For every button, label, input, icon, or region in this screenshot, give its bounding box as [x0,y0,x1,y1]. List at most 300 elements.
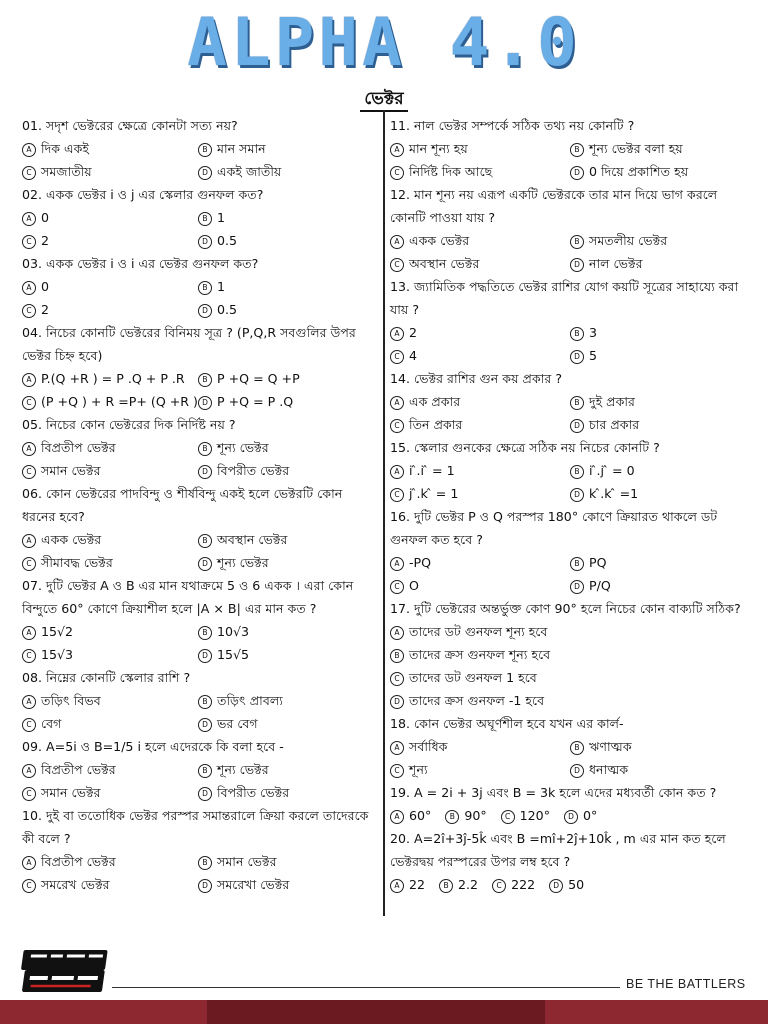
column-divider [383,110,385,916]
option-text: P/Q [589,578,611,593]
question-text: 20. A=2î+3ĵ-5k̂ এবং B =mî+2ĵ+10k̂ , m এর মান কত হলে ভেক্টরদ্বয় পরস্পরের উপর লম্ব হবে ? [390,831,726,869]
answer-option[interactable] [390,160,570,183]
option-text: তাদের ডট গুনফল শূন্য হবে [409,624,548,639]
question-text: 04. নিচের কোনটি ভেক্টরের বিনিময় সূত্র ? (P,Q,R সবগুলির উপর ভেক্টর চিহ্ন হবে) [22,325,356,363]
question-block [390,505,750,597]
answer-option[interactable] [22,850,198,873]
option-text: 3 [589,325,598,340]
option-letter-icon: D [198,304,212,318]
option-letter-icon: C [492,879,506,893]
question-text: 13. জ্যামিতিক পদ্ধতিতে ভেক্টর রাশির যোগ কয়টি সূত্রের সাহায্যে করা যায় ? [390,279,739,317]
option-letter-icon: B [198,373,212,387]
option-text: 60° [409,808,432,823]
option-letter-icon: A [22,212,36,226]
option-text: 1 [217,279,226,294]
answer-option[interactable] [22,781,198,804]
option-letter-icon: B [570,327,584,341]
answer-option[interactable] [390,620,750,643]
option-letter-icon: C [22,557,36,571]
option-text: 222 [511,877,536,892]
answer-option[interactable] [570,413,750,436]
footer-bar-left [0,1000,207,1024]
answer-option[interactable] [22,229,198,252]
answer-option[interactable] [501,804,550,827]
option-letter-icon: D [198,787,212,801]
option-letter-icon: A [22,534,36,548]
question-block [390,712,750,781]
option-text: অবস্থান ভেক্টর [409,256,480,271]
option-letter-icon: A [22,856,36,870]
answer-option[interactable] [570,344,750,367]
option-list [390,229,750,275]
option-text: তাদের ডট গুনফল 1 হবে [409,670,537,685]
option-text: মান সমান [217,141,266,156]
answer-option[interactable] [390,689,750,712]
option-text: শূন্য ভেক্টর [217,555,269,570]
option-letter-icon: A [390,327,404,341]
answer-option[interactable] [22,436,198,459]
option-text: সমান ভেক্টর [41,785,101,800]
option-text: 15√2 [41,624,74,639]
answer-option[interactable] [439,873,478,896]
question-text: 02. একক ভেক্টর i ও j এর স্কেলার গুনফল কত? [22,187,264,202]
answer-option[interactable] [22,873,198,896]
answer-option[interactable] [198,643,374,666]
option-text: তাদের ক্রস গুনফল শূন্য হবে [409,647,551,662]
answer-option[interactable] [198,160,374,183]
option-letter-icon: A [390,741,404,755]
answer-option[interactable] [198,781,374,804]
option-text: 0.5 [217,302,238,317]
question-text: 08. নিম্নের কোনটি স্কেলার রাশি ? [22,670,191,685]
answer-option[interactable] [198,689,374,712]
option-letter-icon: B [570,465,584,479]
answer-option[interactable] [198,137,374,160]
question-text: 17. দুটি ভেক্টরের অন্তর্ভুক্ত কোণ 90° হলে নিচের কোন বাক্যটি সঠিক? [390,601,741,616]
option-text: (P +Q ) + R =P+ (Q +R ) [41,394,198,409]
option-text: শূন্য ভেক্টর বলা হয় [589,141,683,156]
batlers-of-biology-logo [18,948,114,994]
option-letter-icon: D [198,235,212,249]
question-text: 12. মান শূন্য নয় এরূপ একটি ভেক্টরকে তার মান দিয়ে ভাগ করলে কোনটি পাওয়া যায় ? [390,187,718,225]
answer-option[interactable] [570,758,750,781]
option-letter-icon: A [390,557,404,571]
option-text: বিপরীত ভেক্টর [217,463,290,478]
option-letter-icon: D [570,488,584,502]
answer-option[interactable] [564,804,597,827]
question-block [22,666,374,735]
option-text: মান শূন্য হয় [409,141,468,156]
question-block [22,804,374,896]
option-letter-icon: A [22,442,36,456]
option-letter-icon: C [22,304,36,318]
answer-option[interactable] [390,459,570,482]
answer-option[interactable] [549,873,584,896]
option-letter-icon: C [22,787,36,801]
option-text: P.(Q +R ) = P .Q + P .R [41,371,185,386]
answer-option[interactable] [22,551,198,574]
option-text: সমরেখ ভেক্টর [41,877,110,892]
option-letter-icon: D [564,810,578,824]
option-text: 10√3 [217,624,250,639]
answer-option[interactable] [22,528,198,551]
option-letter-icon: B [198,143,212,157]
answer-option[interactable] [390,804,431,827]
answer-option[interactable] [22,620,198,643]
option-letter-icon: C [390,419,404,433]
option-list [390,551,750,597]
option-letter-icon: A [22,695,36,709]
option-text: 2 [41,233,50,248]
option-letter-icon: D [570,258,584,272]
question-text: 11. নাল ভেক্টর সম্পর্কে সঠিক তথ্য নয় কোনটি ? [390,118,635,133]
option-text: 0 [41,210,50,225]
answer-option[interactable] [570,459,750,482]
option-text: দিক একই [41,141,89,156]
option-text: নির্দিষ্ট দিক আছে [409,164,493,179]
option-text: একক ভেক্টর [409,233,470,248]
question-text: 07. দুটি ভেক্টর A ও B এর মান যথাক্রমে 5 ও 6 একক । এরা কোন বিন্দুতে 60° কোণে ক্রিয়াশীল হলে |A × B| এর মান কত ? [22,578,354,616]
option-text: বেগ [41,716,62,731]
option-text: সীমাবদ্ধ ভেক্টর [41,555,113,570]
answer-option[interactable] [22,275,198,298]
option-text: বিপরীত ভেক্টর [217,785,290,800]
option-text: i ̂.i ̂ = 1 [409,463,455,478]
option-text: বিপ্রতীপ ভেক্টর [41,440,116,455]
option-letter-icon: B [439,879,453,893]
option-list [22,206,374,252]
question-text: 18. কোন ভেক্টর অঘূর্ণশীল হবে যখন এর কার্ল- [390,716,624,731]
option-text: 0.5 [217,233,238,248]
option-letter-icon: C [390,258,404,272]
answer-option[interactable] [198,758,374,781]
option-letter-icon: C [390,580,404,594]
footer-rule [112,987,620,988]
answer-option[interactable] [492,873,535,896]
option-letter-icon: C [390,488,404,502]
option-letter-icon: C [22,879,36,893]
option-list [22,620,374,666]
option-text: P +Q = Q +P [217,371,300,386]
option-list [390,390,750,436]
option-text: 5 [589,348,598,363]
answer-option[interactable] [390,735,570,758]
option-letter-icon: D [198,465,212,479]
option-letter-icon: A [390,465,404,479]
question-text: 01. সদৃশ ভেক্টরের ক্ষেত্রে কোনটা সত্য নয়? [22,118,238,133]
answer-option[interactable] [198,275,374,298]
option-letter-icon: C [22,649,36,663]
question-block [390,114,750,183]
answer-option[interactable] [22,367,198,390]
option-letter-icon: C [390,672,404,686]
answer-option[interactable] [570,252,750,275]
option-letter-icon: A [22,764,36,778]
question-text: 05. নিচের কোন ভেক্টরের দিক নির্দিষ্ট নয় ? [22,417,236,432]
question-block [22,574,374,666]
answer-option[interactable] [198,850,374,873]
answer-option[interactable] [390,252,570,275]
option-text: বিপ্রতীপ ভেক্টর [41,854,116,869]
option-text: এক প্রকার [409,394,461,409]
answer-option[interactable] [390,229,570,252]
option-text: 90° [464,808,487,823]
answer-option[interactable] [198,551,374,574]
option-list [390,137,750,183]
option-text: k ̂.k ̂ =1 [589,486,639,501]
answer-option[interactable] [570,137,750,160]
option-letter-icon: A [390,396,404,410]
option-text: তিন প্রকার [409,417,463,432]
option-text: নাল ভেক্টর [589,256,643,271]
option-letter-icon: C [390,764,404,778]
option-letter-icon: D [198,557,212,571]
answer-option[interactable] [570,229,750,252]
answer-option[interactable] [22,643,198,666]
answer-option[interactable] [445,804,486,827]
option-letter-icon: B [570,557,584,571]
option-letter-icon: A [390,626,404,640]
option-letter-icon: A [390,810,404,824]
question-text: 19. A = 2i + 3j এবং B = 3k হলে এদের মধ্যবর্তী কোন কত ? [390,785,717,800]
answer-option[interactable] [22,689,198,712]
option-text: i ̂.j ̂ = 0 [589,463,635,478]
answer-option[interactable] [22,206,198,229]
option-text: 0 [41,279,50,294]
answer-option[interactable] [198,528,374,551]
option-letter-icon: D [198,396,212,410]
option-text: 4 [409,348,418,363]
option-letter-icon: D [549,879,563,893]
option-list [22,528,374,574]
answer-option[interactable] [390,758,570,781]
question-block [390,275,750,367]
answer-option[interactable] [198,459,374,482]
answer-option[interactable] [22,459,198,482]
option-letter-icon: B [570,396,584,410]
question-block [22,735,374,804]
questions-right-column [390,114,750,896]
option-letter-icon: C [390,166,404,180]
option-letter-icon: D [198,879,212,893]
option-text: 15√3 [41,647,74,662]
option-letter-icon: A [390,235,404,249]
option-list [22,689,374,735]
answer-option[interactable] [198,206,374,229]
option-text: তাদের ক্রস গুনফল -1 হবে [409,693,545,708]
option-list [22,275,374,321]
option-text: সমান ভেক্টর [217,854,277,869]
answer-option[interactable] [390,551,570,574]
option-text: ভর বেগ [217,716,258,731]
option-text: সমান ভেক্টর [41,463,101,478]
question-text: 16. দুটি ভেক্টর P ও Q পরস্পর 180° কোণে ক্রিয়ারত থাকলে ডট গুনফল কত হবে ? [390,509,718,547]
option-letter-icon: B [198,212,212,226]
option-text: একক ভেক্টর [41,532,102,547]
answer-option[interactable] [570,321,750,344]
question-text: 06. কোন ভেক্টরের পাদবিন্দু ও শীর্ষবিন্দু একই হলে ভেক্টরটি কোন ধরনের হবে? [22,486,343,524]
answer-option[interactable] [198,229,374,252]
option-text: সর্বাধিক [409,739,448,754]
question-block [22,321,374,413]
option-letter-icon: D [570,580,584,594]
answer-option[interactable] [22,758,198,781]
answer-option[interactable] [570,390,750,413]
option-letter-icon: C [22,465,36,479]
option-list [22,758,374,804]
option-text: বিপ্রতীপ ভেক্টর [41,762,116,777]
answer-option[interactable] [198,367,374,390]
option-letter-icon: B [198,281,212,295]
answer-option[interactable] [570,160,750,183]
option-letter-icon: C [501,810,515,824]
answer-option[interactable] [390,390,570,413]
option-letter-icon: A [22,143,36,157]
option-text: 0 দিয়ে প্রকাশিত হয় [589,164,689,179]
question-text: 14. ভেক্টর রাশির গুন কয় প্রকার ? [390,371,563,386]
answer-option[interactable] [570,574,750,597]
option-text: ধনাত্মক [589,762,629,777]
option-list [390,459,750,505]
option-letter-icon: C [22,396,36,410]
option-text: 2 [409,325,418,340]
option-letter-icon: B [570,235,584,249]
option-letter-icon: D [198,649,212,663]
answer-option[interactable] [390,413,570,436]
option-letter-icon: C [22,166,36,180]
question-text: 15. স্কেলার গুনকের ক্ষেত্রে সঠিক নয় নিচের কোনটি ? [390,440,660,455]
question-block [390,436,750,505]
question-text: 03. একক ভেক্টর i ও i এর ভেক্টর গুনফল কত? [22,256,259,271]
option-letter-icon: D [570,419,584,433]
answer-option[interactable] [570,551,750,574]
option-letter-icon: D [198,166,212,180]
option-text: 2 [41,302,50,317]
option-text: অবস্থান ভেক্টর [217,532,288,547]
option-text: 0° [583,808,598,823]
answer-option[interactable] [198,436,374,459]
option-text: তড়িৎ বিভব [41,693,101,708]
option-letter-icon: C [22,718,36,732]
answer-option[interactable] [390,666,750,689]
option-list [22,436,374,482]
answer-option[interactable] [390,321,570,344]
option-list [390,804,750,827]
footer-bar-right [545,1000,768,1024]
question-block [22,413,374,482]
option-list [22,850,374,896]
option-list [390,620,750,712]
question-block [390,597,750,712]
option-text: -PQ [409,555,432,570]
option-letter-icon: B [198,695,212,709]
answer-option[interactable] [22,712,198,735]
answer-option[interactable] [570,482,750,505]
option-text: 22 [409,877,426,892]
question-text: 09. A=5i ও B=1/5 i হলে এদেরকে কি বলা হবে - [22,739,284,754]
question-block [22,482,374,574]
option-list [22,137,374,183]
footer-bar-middle [207,1000,545,1024]
option-text: একই জাতীয় [217,164,282,179]
option-text: সমজাতীয় [41,164,92,179]
answer-option[interactable] [390,344,570,367]
option-text: O [409,578,419,593]
option-letter-icon: A [390,879,404,893]
option-letter-icon: D [570,166,584,180]
option-letter-icon: B [198,764,212,778]
question-block [22,183,374,252]
answer-option[interactable] [22,390,198,413]
option-letter-icon: B [198,534,212,548]
questions-left-column [22,114,374,896]
answer-option[interactable] [198,390,374,413]
option-letter-icon: A [22,373,36,387]
option-letter-icon: B [570,741,584,755]
answer-option[interactable] [198,873,374,896]
option-letter-icon: D [570,764,584,778]
answer-option[interactable] [198,620,374,643]
option-text: 1 [217,210,226,225]
option-text: সমতলীয় ভেক্টর [589,233,668,248]
answer-option[interactable] [570,735,750,758]
option-list [390,873,750,896]
question-block [22,252,374,321]
answer-option[interactable] [22,298,198,321]
option-letter-icon: D [198,718,212,732]
option-text: j ̂.k ̂ = 1 [409,486,459,501]
option-letter-icon: D [570,350,584,364]
answer-option[interactable] [198,298,374,321]
answer-option[interactable] [390,482,570,505]
option-letter-icon: A [22,626,36,640]
option-letter-icon: B [198,442,212,456]
option-list [22,367,374,413]
subject-label: ভেক্টর [360,89,407,112]
answer-option[interactable] [390,873,425,896]
option-letter-icon: A [390,143,404,157]
answer-option[interactable] [22,137,198,160]
question-text: 10. দুই বা ততোধিক ভেক্টর পরস্পর সমান্তরালে ক্রিয়া করলে তাদেরকে কী বলে ? [22,808,369,846]
answer-option[interactable] [390,137,570,160]
option-text: ঋণাত্মক [589,739,632,754]
answer-option[interactable] [22,160,198,183]
question-block [22,114,374,183]
option-text: শূন্য ভেক্টর [217,440,269,455]
option-letter-icon: C [22,235,36,249]
answer-option[interactable] [198,712,374,735]
answer-option[interactable] [390,643,750,666]
answer-option[interactable] [390,574,570,597]
option-letter-icon: C [390,350,404,364]
option-letter-icon: B [445,810,459,824]
option-letter-icon: A [22,281,36,295]
option-text: 2.2 [458,877,479,892]
option-text: তড়িৎ প্রাবল্য [217,693,283,708]
question-block [390,367,750,436]
option-text: চার প্রকার [589,417,640,432]
option-text: PQ [589,555,607,570]
option-letter-icon: B [198,856,212,870]
option-list [390,735,750,781]
option-text: সমরেখা ভেক্টর [217,877,290,892]
footer-tagline: BE THE BATTLERS [626,977,746,991]
page-title: ALPHA 4.0 [187,4,581,81]
option-letter-icon: D [390,695,404,709]
option-text: শূন্য [409,762,428,777]
question-block [390,781,750,827]
option-text: দুই প্রকার [589,394,635,409]
